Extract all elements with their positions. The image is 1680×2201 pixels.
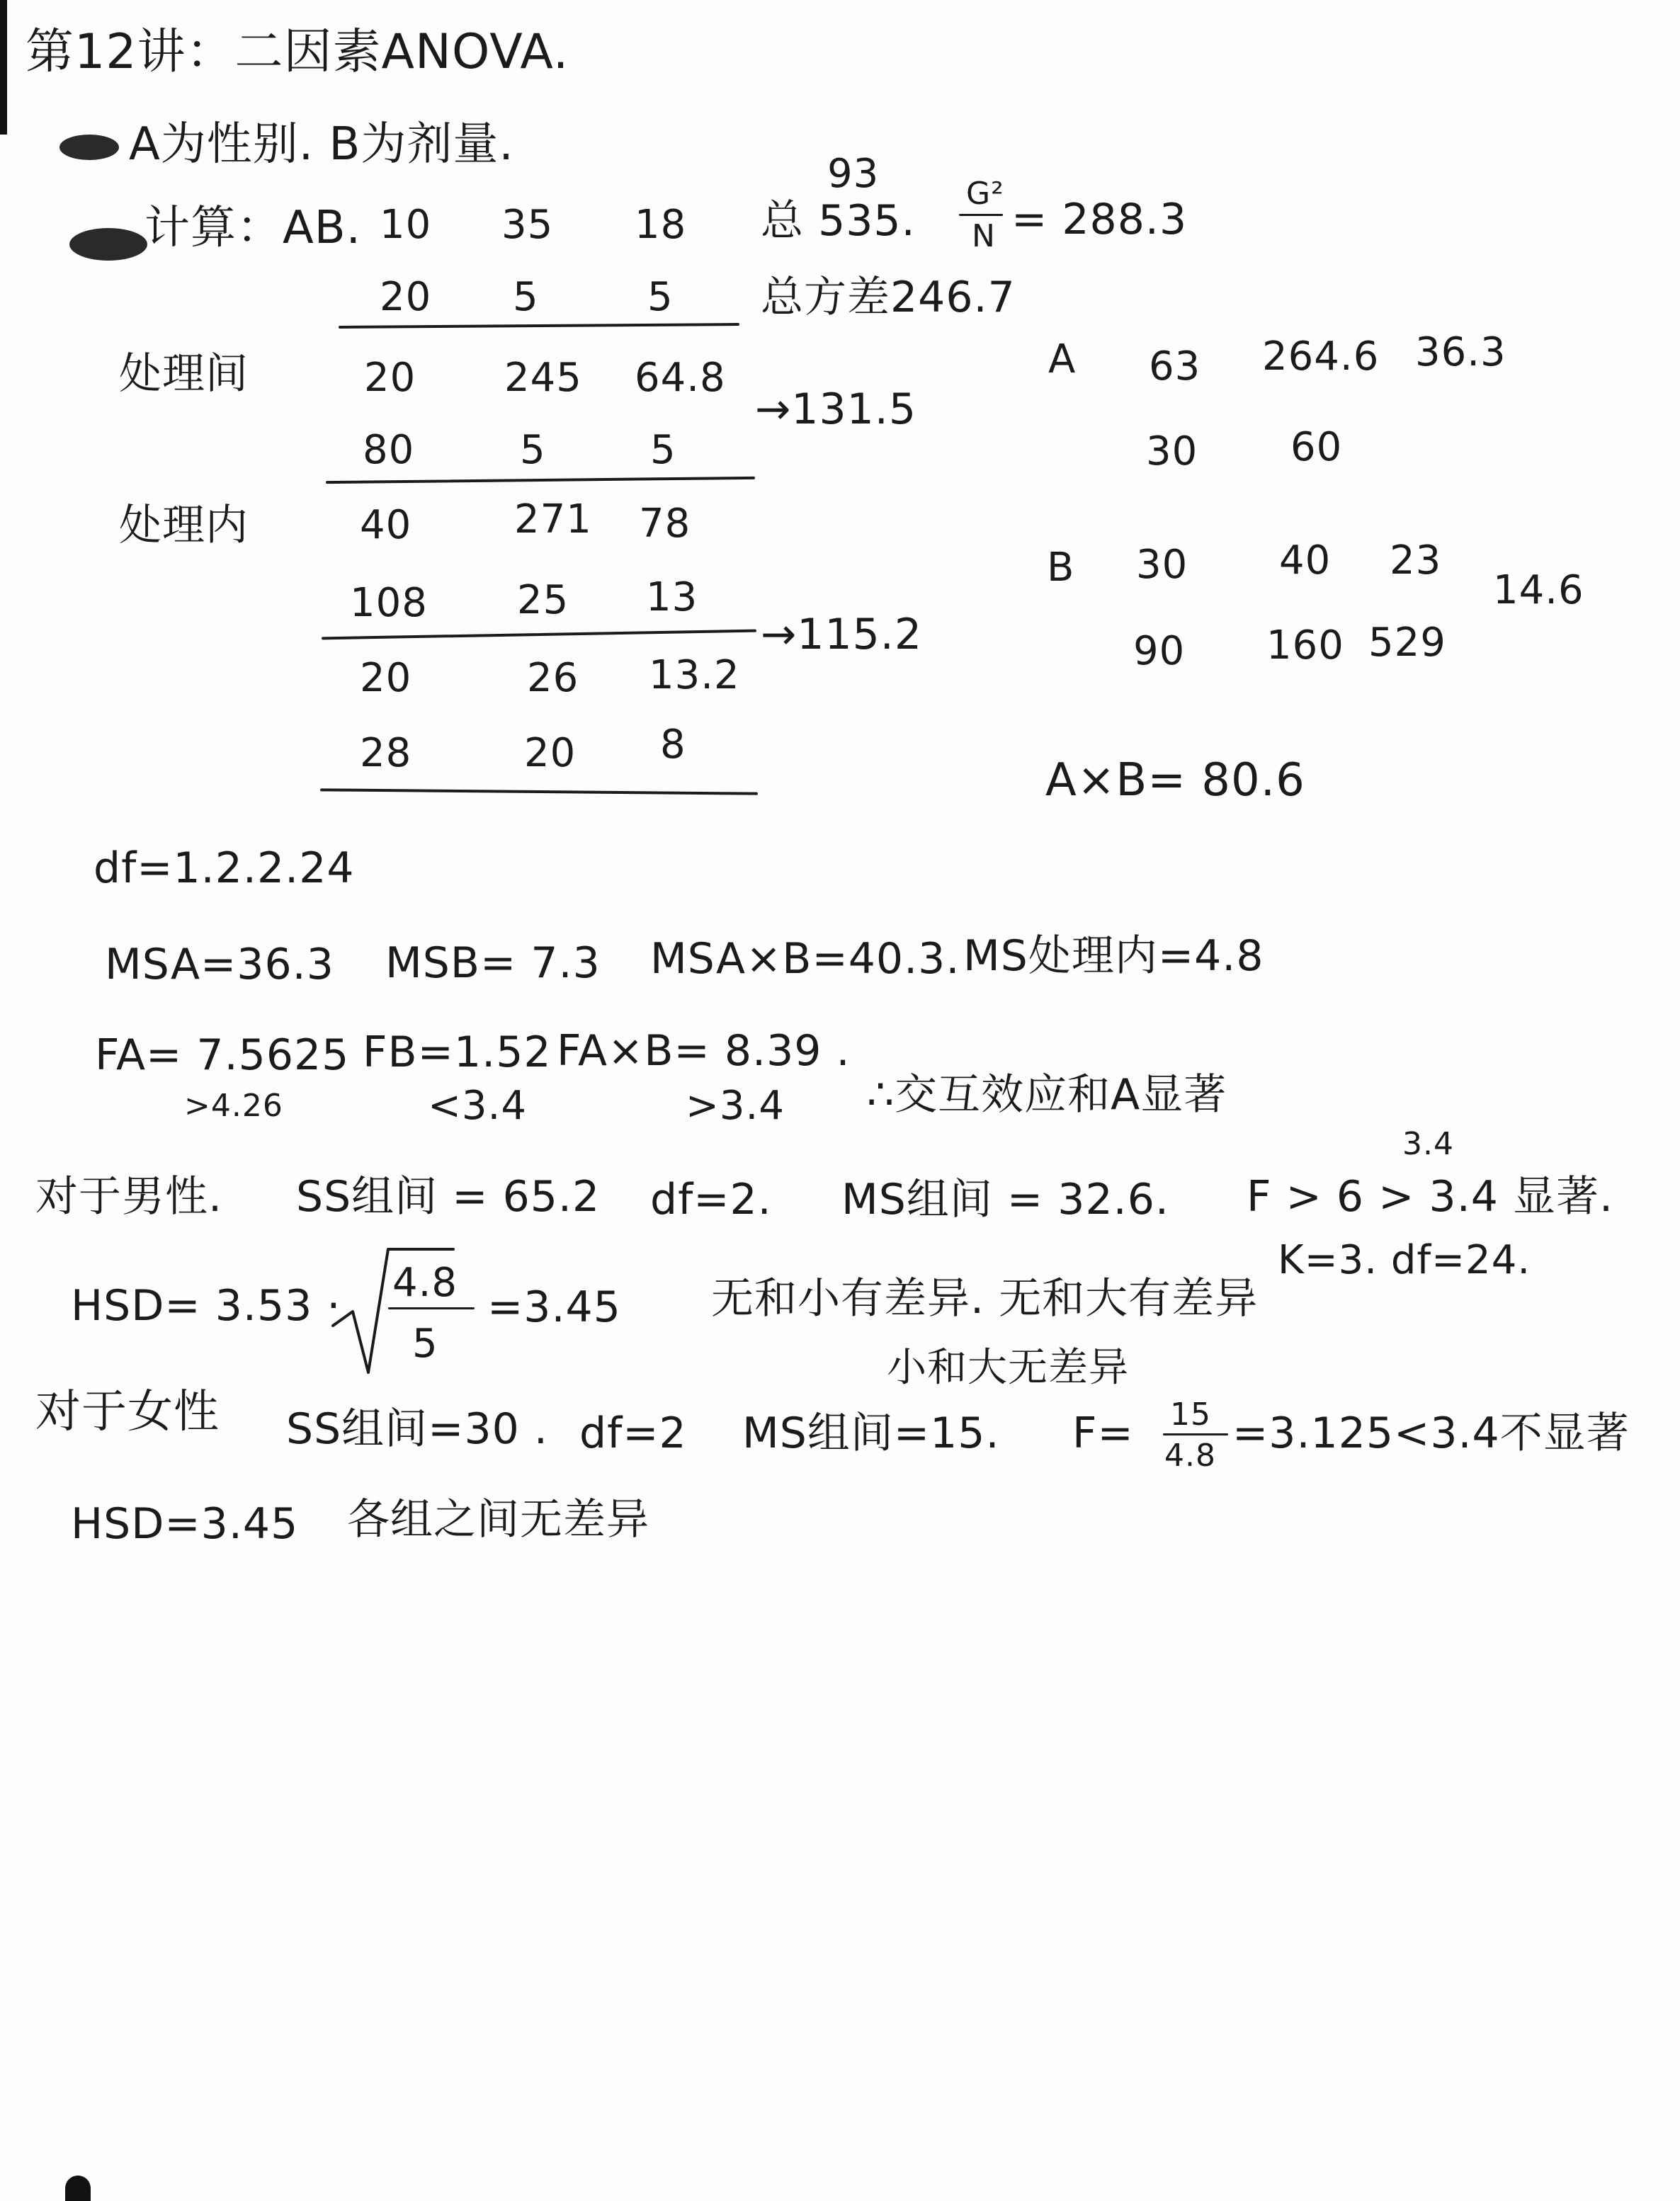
grid-cell: 30 bbox=[1146, 428, 1198, 474]
grid-cell: 60 bbox=[1290, 424, 1343, 470]
total-variance: 总方差246.7 bbox=[761, 273, 1016, 322]
male-ss: SS组间 = 65.2 bbox=[296, 1172, 601, 1222]
female-conclusion: 各组之间无差异 bbox=[347, 1495, 649, 1545]
grid-cell: 5 bbox=[520, 427, 546, 473]
g2n-value: = 288.3 bbox=[1011, 195, 1188, 244]
grid-cell: 90 bbox=[1133, 628, 1186, 674]
factors-description: A为性别. B为剂量. bbox=[129, 118, 514, 171]
f-axb-compare: >3.4 bbox=[686, 1083, 785, 1129]
calc-label: 计算：AB. bbox=[144, 202, 362, 254]
grid-cell: 80 bbox=[363, 427, 415, 473]
grid-cell: 20 bbox=[364, 355, 416, 401]
sqrt-denominator: 5 bbox=[412, 1321, 438, 1367]
f-conclusion: ∴交互效应和A显著 bbox=[867, 1070, 1227, 1120]
grid-cell: 529 bbox=[1368, 620, 1446, 666]
factor-b-side: 14.6 bbox=[1493, 567, 1584, 613]
total-sum: 总 535. bbox=[761, 196, 916, 246]
f-b: FB=1.52 bbox=[363, 1028, 552, 1077]
male-f: F > 6 > 3.4 显著. bbox=[1247, 1172, 1614, 1222]
scribble-bullet-2 bbox=[69, 228, 147, 261]
grid-cell: 40 bbox=[360, 502, 412, 548]
divider-line bbox=[326, 477, 755, 484]
male-conclusion-2: 小和大无差异 bbox=[887, 1345, 1129, 1391]
f-axb: FA×B= 8.39 . bbox=[557, 1026, 851, 1076]
grid-cell: 30 bbox=[1136, 542, 1188, 588]
grid-cell: 13 bbox=[646, 574, 698, 620]
grid-cell: 64.8 bbox=[635, 355, 726, 401]
grid-cell: 25 bbox=[517, 577, 569, 623]
female-ms: MS组间=15. bbox=[742, 1409, 1000, 1458]
within-result: →115.2 bbox=[761, 610, 923, 659]
grid-cell: 36.3 bbox=[1415, 329, 1506, 375]
grid-cell: 264.6 bbox=[1262, 334, 1380, 380]
female-f-tail: =3.125<3.4不显著 bbox=[1232, 1409, 1630, 1458]
between-result: →131.5 bbox=[755, 385, 917, 434]
male-df: df=2. bbox=[650, 1175, 772, 1224]
page-corner-mark bbox=[65, 2176, 91, 2201]
female-f-numerator: 15 bbox=[1170, 1397, 1211, 1433]
grid-cell: 271 bbox=[514, 496, 592, 542]
critical-note: 3.4 bbox=[1402, 1126, 1454, 1162]
f-a: FA= 7.5625 bbox=[95, 1030, 350, 1080]
factor-b-label: B bbox=[1047, 545, 1075, 591]
female-f-lead: F= bbox=[1072, 1409, 1134, 1458]
male-conclusion: 无和小有差异. 无和大有差异 bbox=[711, 1274, 1259, 1324]
grid-cell: 10 bbox=[380, 202, 432, 248]
male-hsd-lead: HSD= 3.53 · bbox=[71, 1281, 341, 1331]
grid-cell: 245 bbox=[504, 355, 582, 401]
fraction-bar bbox=[388, 1307, 475, 1309]
divider-line bbox=[339, 323, 739, 329]
grid-cell: 160 bbox=[1266, 622, 1344, 669]
male-k-df: K=3. df=24. bbox=[1278, 1237, 1531, 1283]
between-label: 处理间 bbox=[119, 349, 249, 399]
grid-cell: 108 bbox=[350, 580, 428, 626]
grid-cell: 8 bbox=[660, 722, 686, 768]
grid-cell: 63 bbox=[1149, 343, 1201, 389]
grid-cell: 20 bbox=[380, 274, 432, 320]
f-b-compare: <3.4 bbox=[428, 1083, 527, 1129]
female-ss: SS组间=30 . bbox=[286, 1404, 548, 1454]
male-label: 对于男性. bbox=[35, 1172, 223, 1222]
male-ms: MS组间 = 32.6. bbox=[841, 1175, 1169, 1224]
male-hsd-value: =3.45 bbox=[487, 1283, 621, 1332]
grid-cell: 13.2 bbox=[649, 652, 740, 698]
grid-cell: 23 bbox=[1390, 538, 1442, 584]
grid-cell: 18 bbox=[635, 202, 687, 248]
g2n-denominator: N bbox=[972, 218, 996, 254]
grid-cell: 5 bbox=[650, 427, 676, 473]
g2n-numerator: G² bbox=[966, 176, 1004, 212]
ms-axb: MSA×B=40.3. bbox=[650, 934, 960, 984]
sqrt-numerator: 4.8 bbox=[392, 1260, 458, 1306]
df-line: df=1.2.2.24 bbox=[93, 843, 355, 893]
fraction-bar bbox=[959, 214, 1003, 216]
within-label: 处理内 bbox=[119, 501, 249, 550]
female-hsd: HSD=3.45 bbox=[71, 1499, 299, 1549]
total-note: 93 bbox=[827, 151, 880, 197]
f-a-compare: >4.26 bbox=[184, 1088, 283, 1124]
scribble-bullet-1 bbox=[59, 135, 119, 160]
factor-a-label: A bbox=[1048, 336, 1077, 382]
grid-cell: 20 bbox=[360, 655, 412, 701]
grid-cell: 40 bbox=[1279, 538, 1332, 584]
fraction-bar bbox=[1163, 1433, 1228, 1435]
female-df: df=2 bbox=[579, 1409, 687, 1458]
divider-line bbox=[320, 788, 758, 795]
female-label: 对于女性 bbox=[35, 1386, 220, 1438]
female-f-denominator: 4.8 bbox=[1164, 1438, 1216, 1474]
grid-cell: 28 bbox=[360, 730, 412, 776]
grid-cell: 5 bbox=[513, 274, 539, 320]
grid-cell: 26 bbox=[527, 655, 579, 701]
msa: MSA=36.3 bbox=[105, 940, 334, 989]
ms-within: MS处理内=4.8 bbox=[963, 931, 1264, 981]
axb-result: A×B= 80.6 bbox=[1045, 754, 1305, 807]
grid-cell: 20 bbox=[524, 730, 577, 776]
grid-cell: 35 bbox=[501, 202, 554, 248]
grid-cell: 5 bbox=[647, 274, 674, 320]
grid-cell: 78 bbox=[639, 501, 691, 547]
msb: MSB= 7.3 bbox=[385, 938, 601, 988]
page-edge-shadow bbox=[0, 0, 7, 135]
divider-line bbox=[322, 630, 756, 640]
lecture-title: 第12讲：二因素ANOVA. bbox=[25, 24, 569, 80]
